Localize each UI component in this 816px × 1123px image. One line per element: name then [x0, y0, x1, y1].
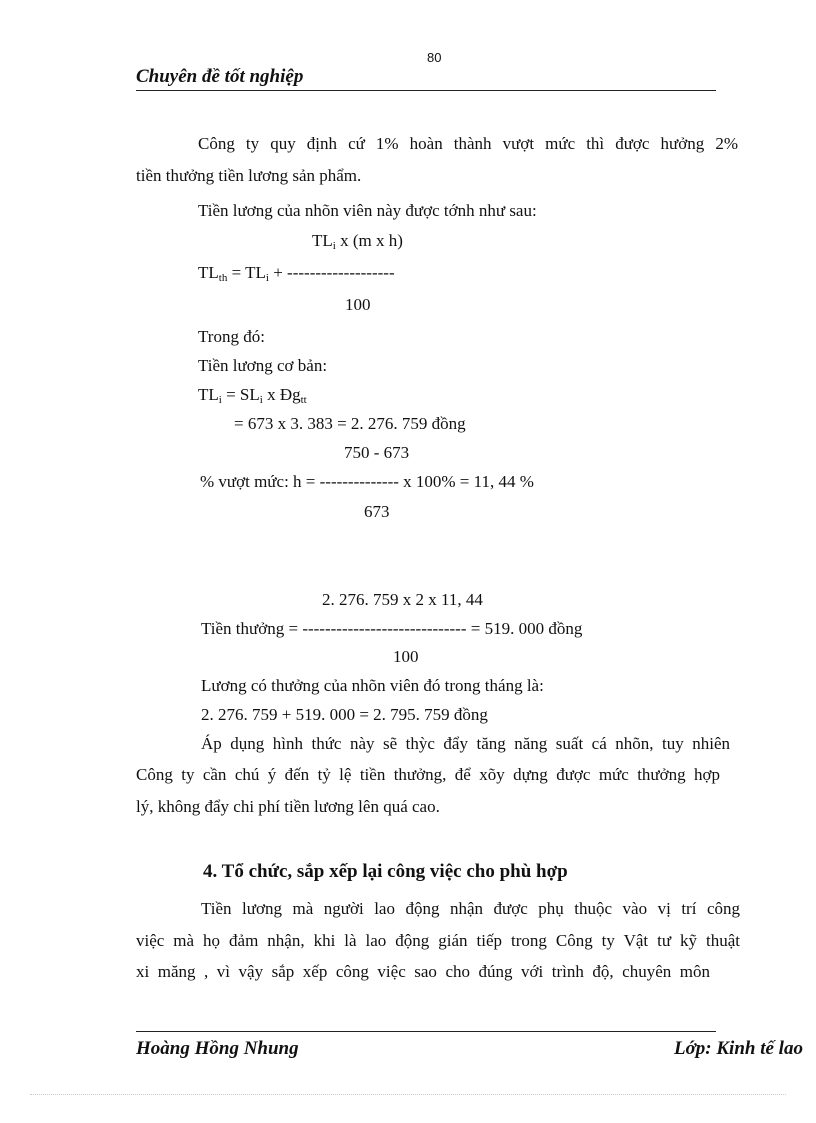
paragraph-6-line-1: Tiền lương mà người lao động nhận được phụ thuộc vào vị trí công	[201, 899, 740, 918]
paragraph-4-total: 2. 276. 759 + 519. 000 = 2. 795. 759 đồng	[201, 705, 488, 724]
formula-1-denominator: 100	[345, 295, 371, 314]
footer-author: Hoàng Hồng Nhung	[136, 1038, 299, 1059]
formula-3-numerator: 750 - 673	[344, 443, 410, 462]
section-heading: 4. Tổ chức, sắp xếp lại công việc cho phù hợp	[203, 861, 568, 882]
footer-rule	[136, 1031, 716, 1032]
paragraph-1-line-1: Công ty quy định cứ 1% hoàn thành vượt mức thì được hưởng 2%	[198, 134, 738, 153]
basic-salary-label: Tiền lương cơ bản:	[198, 356, 328, 375]
formula-1-numerator: $TL_i$ x (m x h)	[312, 231, 403, 252]
formula-1-line: $TL_{th} = TL_i$ + -------------------	[198, 263, 395, 284]
formula-2-line-1: $TL_i = SL_i$ x $Đg_{tt}$	[198, 385, 307, 406]
header-title: Chuyên đề tốt nghiệp	[136, 66, 304, 87]
paragraph-5-line-3: lý, không đẩy chi phí tiền lương lên quá cao.	[136, 797, 440, 816]
paragraph-3: Lương có thưởng của nhõn viên đó trong tháng là:	[201, 676, 544, 695]
paragraph-5-line-1: Áp dụng hình thức này sẽ thỳc đẩy tăng năng suất cá nhõn, tuy nhiên	[201, 734, 730, 753]
formula-4-line: Tiền thưởng = ----------------------------- = 519. 000 đồng	[201, 619, 583, 638]
formula-3-line: % vượt mức: h = -------------- x 100% = 11, 44 %	[200, 472, 534, 491]
bottom-dotted-border	[30, 1094, 786, 1095]
formula-3-denominator: 673	[364, 502, 390, 521]
paragraph-5-line-2: Công ty cần chú ý đến tỷ lệ tiền thưởng, để xõy dựng được mức thưởng hợp	[136, 765, 720, 784]
paragraph-2: Tiền lương của nhõn viên này được tớnh như sau:	[198, 201, 537, 220]
trong-do-label: Trong đó:	[198, 327, 265, 346]
paragraph-6-line-3: xi măng , vì vậy sắp xếp công việc sao cho đúng với trình độ, chuyên môn	[136, 962, 710, 981]
paragraph-6-line-2: việc mà họ đảm nhận, khi là lao động gián tiếp trong Công ty Vật tư kỹ thuật	[136, 931, 740, 950]
paragraph-1-line-2: tiền thưởng tiền lương sản phẩm.	[136, 166, 362, 185]
footer-class: Lớp: Kinh tế lao	[674, 1038, 803, 1059]
formula-4-numerator: 2. 276. 759 x 2 x 11, 44	[322, 590, 483, 609]
page-number: 80	[427, 50, 442, 65]
formula-2-line-2: = 673 x 3. 383 = 2. 276. 759 đồng	[234, 414, 466, 433]
formula-4-denominator: 100	[393, 647, 419, 666]
header-rule	[136, 90, 716, 91]
